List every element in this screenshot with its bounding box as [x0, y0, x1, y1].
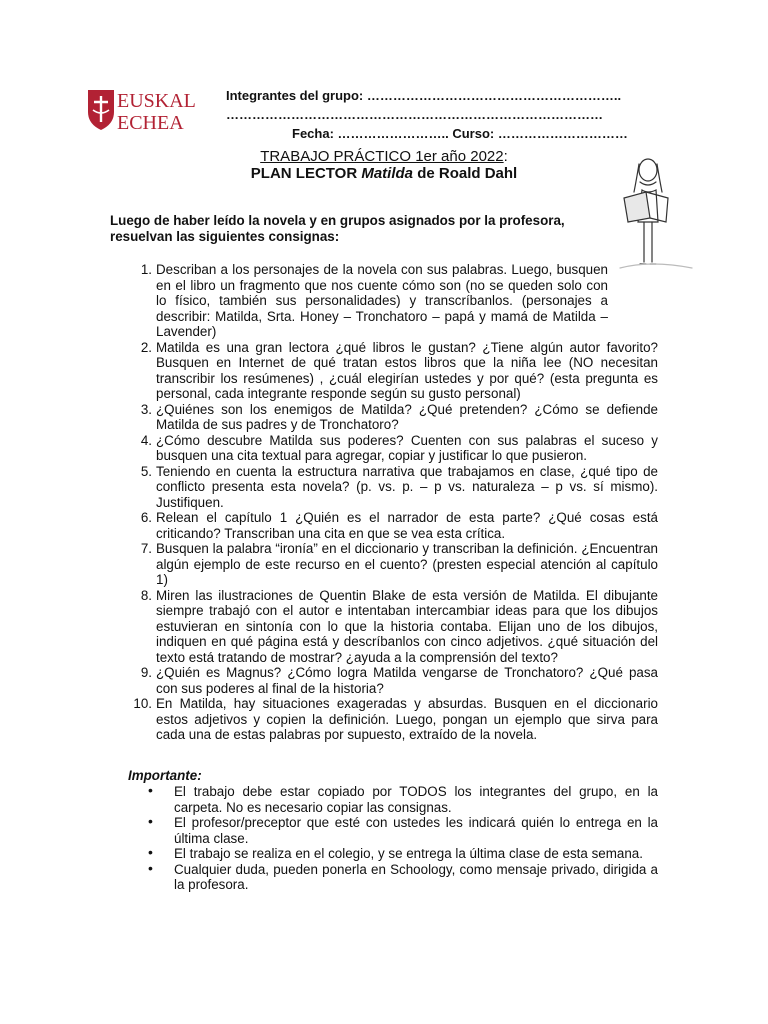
list-item: 4. ¿Cómo descubre Matilda sus poderes? Cuenten con sus palabras el suceso y busquen una cita textual para agregar, copiar y justificar lo que pusieron.: [140, 432, 658, 463]
title-text: TRABAJO PRÁCTICO 1er año 2022: [260, 148, 504, 165]
list-item: 8. Miren las ilustraciones de Quentin Blake de esta versión de Matilda. El dibujante siempre trabajó con el autor e intentaban intercambiar ideas para que los dibujos estuvieran en sintonía con lo que la historia contaba. Elijan uno de los dibujos, indiquen en qué página está y descríbanlos con cinco adjetivos. ¿qué situación del texto está tratando de mostrar? ¿ayuda a la comprensión del texto?: [140, 587, 658, 665]
list-item: 5. Teniendo en cuenta la estructura narrativa que trabajamos en clase, ¿qué tipo de conflicto presenta esta novela? (p. vs. p. – p vs. naturaleza – p vs. sí mismo). Justifiquen.: [140, 463, 658, 510]
matilda-drawing-icon: [606, 152, 696, 280]
logo-text-euskal: EUSKAL: [117, 90, 196, 112]
list-item: 3. ¿Quiénes son los enemigos de Matilda? ¿Qué pretenden? ¿Cómo se defiende Matilda de sus padres y de Tronchatoro?: [140, 401, 658, 432]
list-item: • El trabajo debe estar copiado por TODOS los integrantes del grupo, en la carpeta. No es necesario copiar las consignas.: [148, 782, 658, 815]
list-item: 9. ¿Quién es Magnus? ¿Cómo logra Matilda vengarse de Tronchatoro? ¿Qué pasa con sus poderes al final de la historia?: [140, 665, 658, 696]
bullet-icon: •: [148, 859, 153, 876]
list-item: 10. En Matilda, hay situaciones exageradas y absurdas. Busquen en el diccionario estos adjetivos y copien la definición. Luego, pongan un ejemplo que sirva para cada una de estas palabras por supuesto, extraído de la novela.: [133, 696, 658, 742]
bullet-icon: •: [148, 844, 153, 860]
logo-text-echea: ECHEA: [117, 112, 184, 134]
important-heading: Importante:: [128, 768, 202, 783]
list-item: • Cualquier duda, pueden ponerla en Schoology, como mensaje privado, dirigida a la profesora.: [148, 859, 658, 892]
list-item: 1. Describan a los personajes de la novela con sus palabras. Luego, busquen en el libro un fragmento que nos cuente cómo son (no se queden solo con lo físico, también sus personalidades) y transcríbanlos. (personajes a describir: Matilda, Srta. Honey – Tronchatoro – papá y mamá de Matilda – Lavender): [140, 262, 608, 339]
school-logo: [86, 86, 201, 134]
bullet-icon: •: [148, 782, 153, 798]
date-course-field: Fecha: …………………….. Curso: …………………………: [292, 126, 628, 141]
header-fields: [226, 86, 666, 143]
subtitle-author: de Roald Dahl: [413, 165, 518, 182]
intro-instructions: Luego de haber leído la novela y en grupos asignados por la profesora, resuelvan las siguientes consignas:: [110, 213, 565, 244]
matilda-illustration: [606, 152, 696, 280]
title-colon: :: [503, 148, 508, 165]
important-list: [148, 784, 658, 893]
list-item: 2. Matilda es una gran lectora ¿qué libros le gustan? ¿Tiene algún autor favorito? Busquen en Internet de qué tratan estos libros que la niña lee (NO necesitan transcribir los resúmenes) , ¿cuál elegirían ustedes y por qué? (esta pregunta es personal, cada integrante responde según su gusto personal): [140, 339, 658, 401]
list-item: • El profesor/preceptor que esté con ustedes les indicará quién lo entrega en la última clase.: [148, 813, 658, 846]
group-members-dots: ……………………………………………………………………………: [226, 107, 603, 122]
list-item: 7. Busquen la palabra “ironía” en el diccionario y transcriban la definición. ¿Encuentran algún ejemplo de este recurso en el cuento? (presten especial atención al capítulo 1): [140, 541, 658, 587]
euskal-echea-logo: [86, 86, 201, 134]
questions-list: [130, 262, 658, 743]
subtitle-prefix: PLAN LECTOR: [250, 165, 362, 182]
list-item: • El trabajo se realiza en el colegio, y se entrega la última clase de esta semana.: [148, 844, 643, 861]
subtitle-book: Matilda: [361, 165, 414, 182]
group-members-field: Integrantes del grupo: …………………………………………………..: [226, 88, 622, 103]
list-item: 6. Relean el capítulo 1 ¿Quién es el narrador de esta parte? ¿Qué cosas está criticando? Transcriban una cita en que se vea esta crítica.: [140, 510, 658, 541]
bullet-icon: •: [148, 813, 153, 829]
